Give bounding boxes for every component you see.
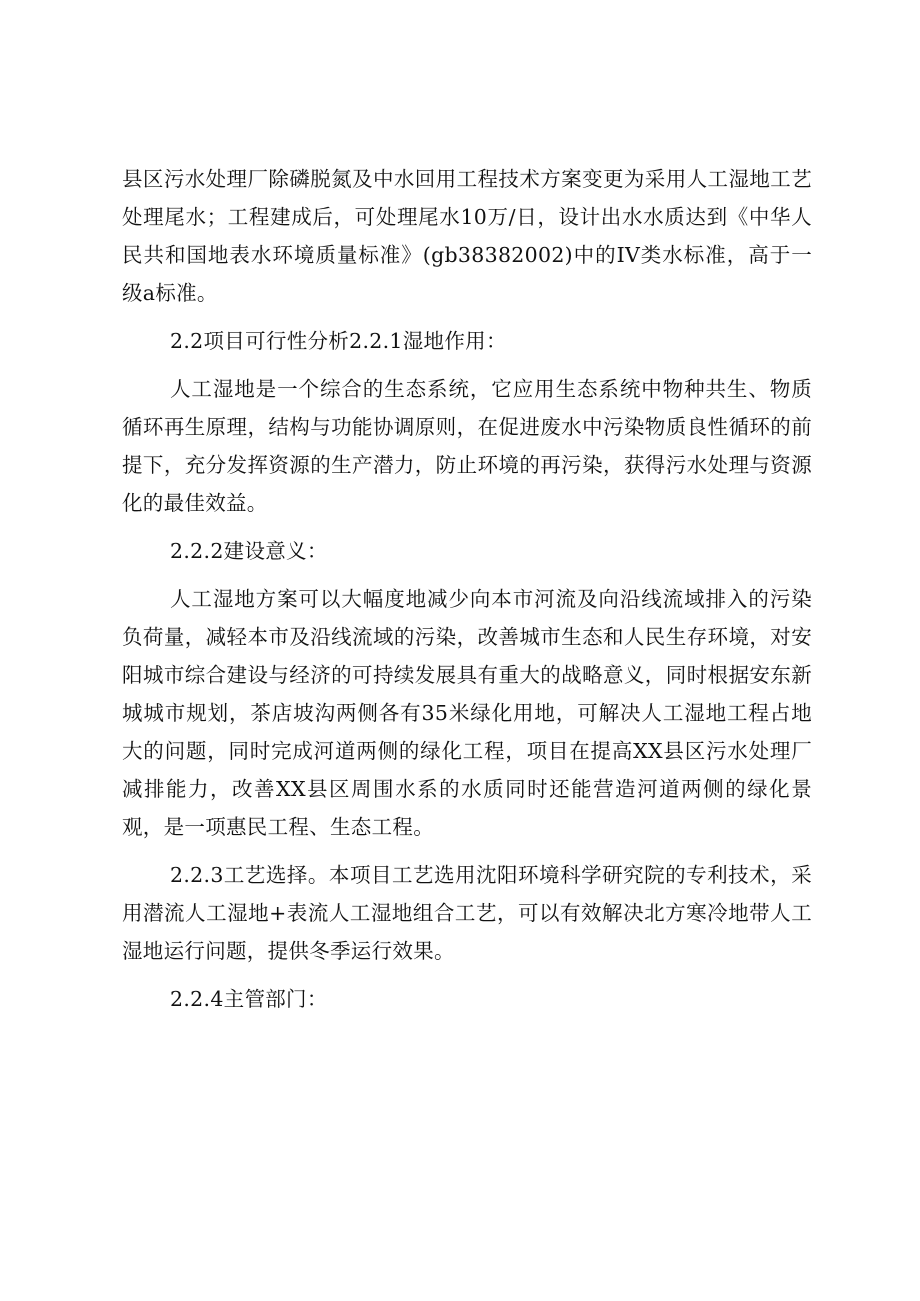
section-heading-2-2: 2.2项目可行性分析2.2.1湿地作用：	[170, 329, 507, 353]
paragraph-continuation: 县区污水处理厂除磷脱氮及中水回用工程技术方案变更为采用人工湿地工艺处理尾水；工程建成后，可处理尾水10万/日，设计出水水质达到《中华人民共和国地表水环境质量标准》(gb38382002)中的IV类水标准，高于一级a标准。	[122, 167, 812, 305]
paragraph-wetland-function: 人工湿地是一个综合的生态系统，它应用生态系统中物种共生、物质循环再生原理，结构与功能协调原则，在促进废水中污染物质良性循环的前提下，充分发挥资源的生产潜力，防止环境的再污染，获得污水处理与资源化的最佳效益。	[122, 377, 812, 515]
section-heading-2-2-2: 2.2.2建设意义：	[170, 539, 328, 563]
paragraph-process-selection: 2.2.3工艺选择。本项目工艺选用沈阳环境科学研究院的专利技术，采用潜流人工湿地+表流人工湿地组合工艺，可以有效解决北方寒冷地带人工湿地运行问题，提供冬季运行效果。	[122, 863, 812, 963]
document-body	[122, 160, 812, 1028]
paragraph-construction-significance: 人工湿地方案可以大幅度地减少向本市河流及向沿线流域排入的污染负荷量，减轻本市及沿线流域的污染，改善城市生态和人民生存环境，对安阳城市综合建设与经济的可持续发展具有重大的战略意义，同时根据安东新城城市规划，茶店坡沟两侧各有35米绿化用地，可解决人工湿地工程占地大的问题，同时完成河道两侧的绿化工程，项目在提高XX县区污水处理厂减排能力，改善XX县区周围水系的水质同时还能营造河道两侧的绿化景观，是一项惠民工程、生态工程。	[122, 587, 812, 839]
section-heading-2-2-4: 2.2.4主管部门：	[170, 987, 328, 1011]
